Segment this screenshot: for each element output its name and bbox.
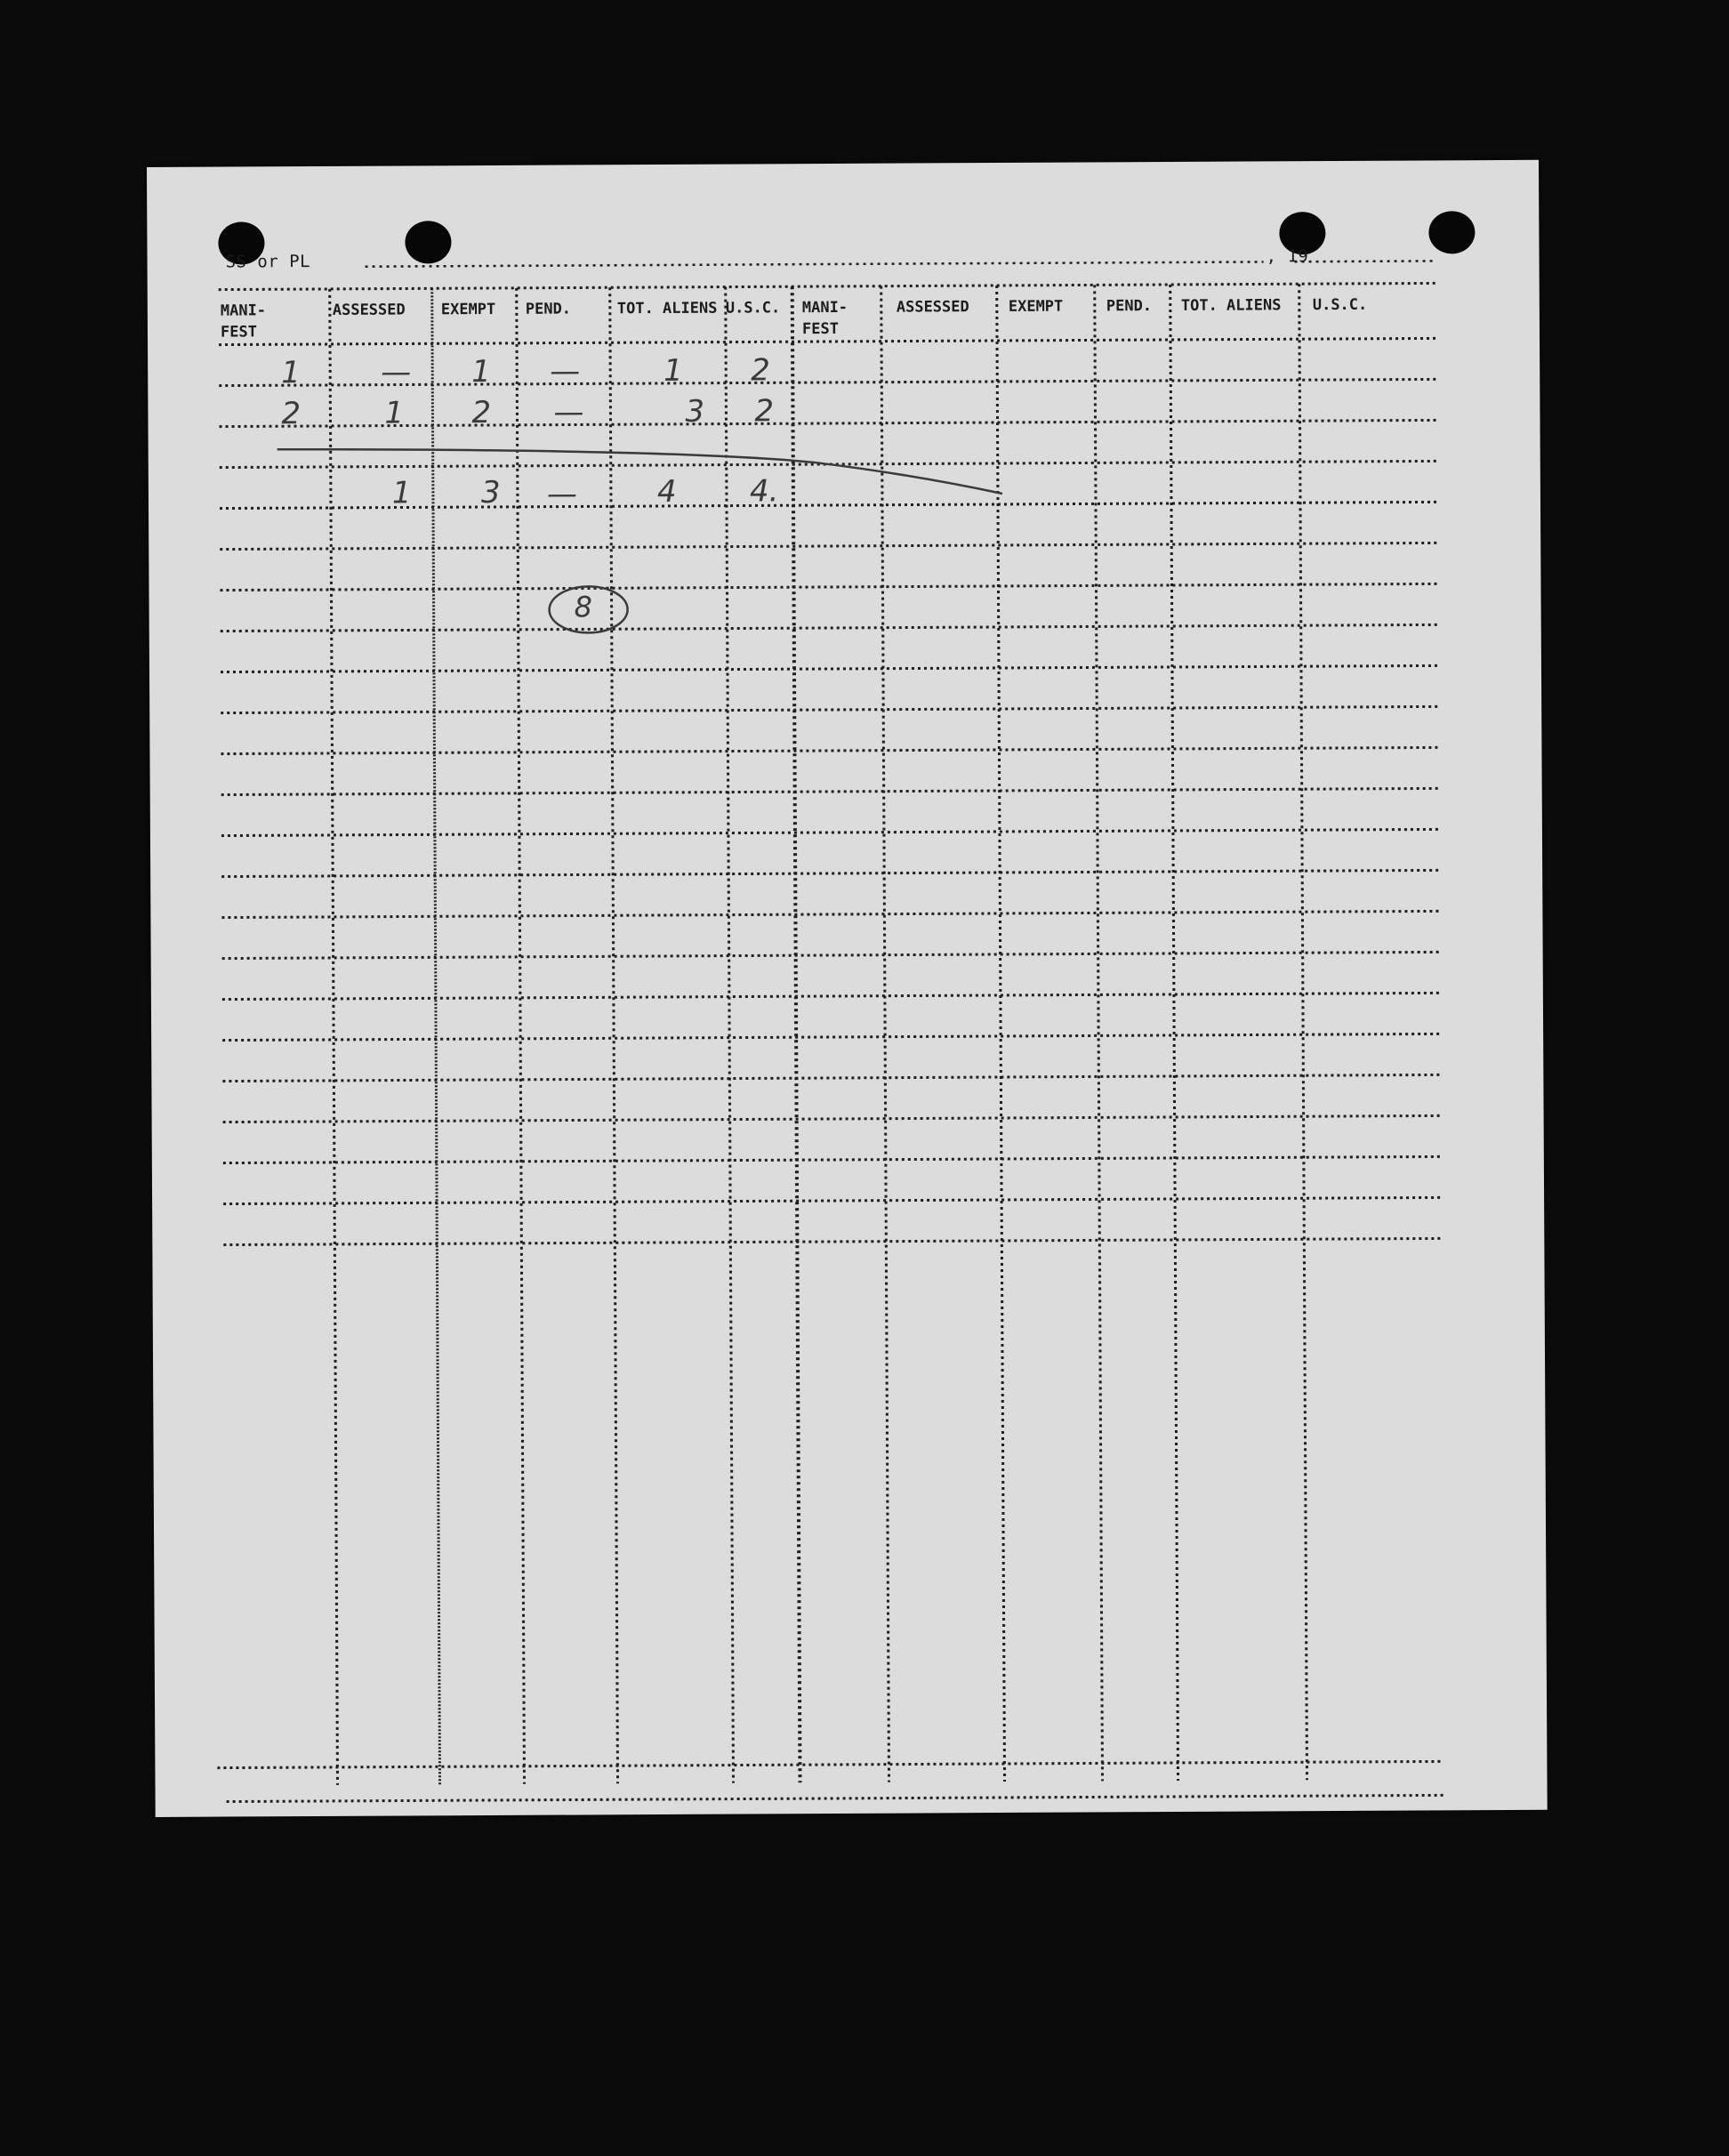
row1-assessed: — (381, 354, 412, 390)
col-pend-right: PEND. (1106, 297, 1153, 316)
row-rule (221, 870, 1438, 876)
row-rule (222, 1074, 1439, 1081)
col-pend-left: PEND. (525, 300, 572, 318)
row2-usc: 2 (754, 393, 775, 430)
row1-pend: — (550, 353, 581, 390)
row-rule (220, 583, 1436, 590)
row2-manifest: 2 (281, 396, 302, 432)
row-rule (221, 624, 1437, 631)
row-rule (223, 1238, 1440, 1244)
col-manifest-left: MANI- FEST (220, 302, 267, 342)
row-rule (223, 1115, 1440, 1122)
row1-usc: 2 (751, 352, 770, 389)
row-rule (223, 1197, 1440, 1203)
row-rule (221, 747, 1437, 753)
col-tot-aliens-left: TOT. ALIENS (616, 299, 718, 318)
header-top-rule (219, 283, 1435, 289)
row1-manifest: 1 (281, 355, 301, 391)
row-rule (222, 993, 1439, 999)
column-rule (1095, 285, 1103, 1781)
row2-tot-aliens: 3 (685, 393, 705, 430)
row-rule (223, 1156, 1440, 1162)
row1-tot-aliens: 1 (663, 352, 683, 389)
row-rule (220, 543, 1436, 549)
form-grid (147, 160, 1548, 1817)
row-rule (221, 788, 1438, 794)
column-rule (881, 286, 889, 1782)
column-rule (610, 287, 618, 1783)
col-exempt-left: EXEMPT (440, 300, 496, 319)
total-usc: 4. (749, 473, 779, 510)
total-assessed: 1 (391, 475, 412, 511)
col-usc-left: U.S.C. (725, 299, 781, 318)
total-exempt: 3 (480, 474, 501, 511)
column-rule (1299, 284, 1307, 1780)
column-rule (432, 288, 440, 1784)
bottom-rule (217, 1761, 1443, 1767)
row-rule (221, 911, 1438, 917)
col-tot-aliens-right: TOT. ALIENS (1180, 296, 1282, 315)
row2-pend: — (553, 394, 584, 430)
form-sheet (147, 160, 1548, 1817)
total-tot-aliens: 4 (656, 473, 677, 510)
ss-dotted-leader (366, 261, 1264, 266)
ss-label: SS or PL (225, 252, 311, 272)
row2-assessed: 1 (384, 395, 405, 431)
column-rule (1170, 285, 1178, 1781)
date-suffix: , 19 (1266, 246, 1309, 267)
col-usc-right: U.S.C. (1312, 295, 1368, 315)
col-assessed-right: ASSESSED (896, 298, 969, 317)
row-rule (221, 706, 1437, 712)
column-rule (517, 288, 525, 1784)
col-exempt-right: EXEMPT (1008, 297, 1064, 316)
column-rule (997, 286, 1005, 1782)
row-rule (221, 829, 1438, 835)
column-rule (330, 289, 338, 1785)
total-underline (277, 446, 1002, 497)
circled-total: 8 (574, 590, 593, 624)
row2-exempt: 2 (471, 394, 492, 431)
column-rule (726, 287, 734, 1783)
row-rule (221, 665, 1437, 672)
row1-exempt: 1 (471, 353, 491, 390)
column-rule (792, 286, 800, 1782)
bottom-rule (227, 1795, 1444, 1801)
col-assessed-left: ASSESSED (332, 301, 406, 319)
col-manifest-right: MANI- FEST (801, 298, 848, 339)
row-rule (222, 1034, 1439, 1040)
total-pend: — (546, 476, 578, 512)
row-rule (222, 952, 1439, 958)
